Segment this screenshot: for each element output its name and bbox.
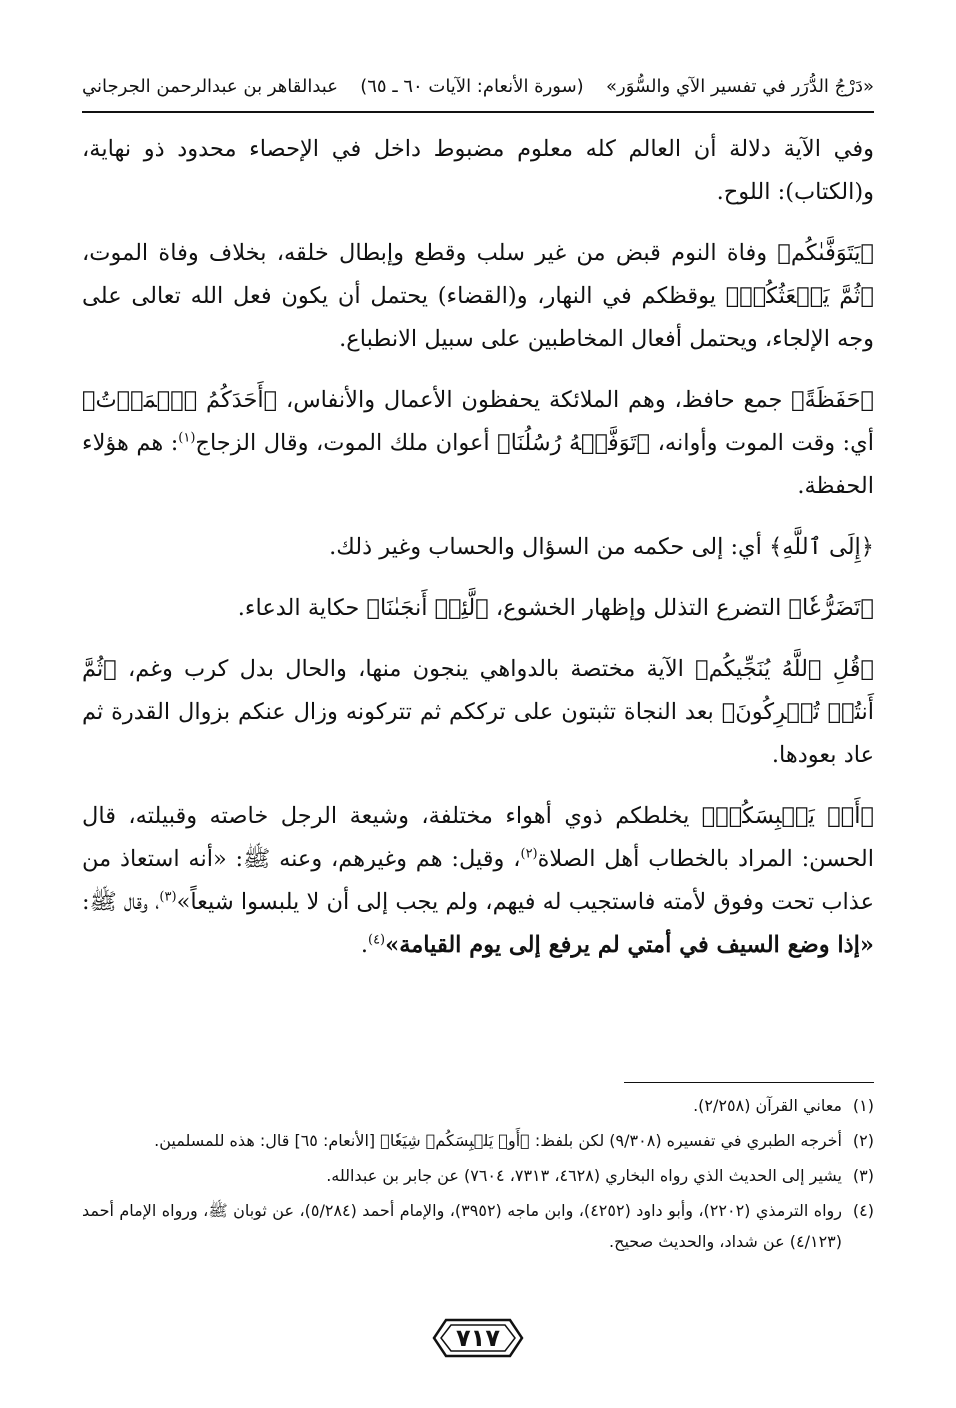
paragraph-1 (82, 128, 874, 214)
header-chapter: (سورة الأنعام: الآيات ٦٠ ـ ٦٥) (360, 75, 584, 97)
paragraph-text: الآية مختصة بالدواهي ينجون منها، والحال بدل كرب وغم، (116, 656, 696, 682)
paragraph-text: بعد النجاة تثبتون على ترككم ثم تتركونه وزال عنكم بزوال القدرة ثم عاد بعودها. (82, 699, 874, 768)
paragraph-3 (82, 379, 874, 508)
paragraph-text: أي: وقت الموت وأوانه، (650, 430, 874, 456)
paragraph-text: ، وقال ﷺ: (82, 889, 160, 915)
footnote-2 (82, 1125, 874, 1156)
quran-quote: ﴿ثُمَّ أَنتُمۡ تُشۡرِكُونَ﴾ (82, 656, 874, 725)
header-author: عبدالقاهر بن عبدالرحمن الجرجاني (82, 75, 338, 97)
quran-quote: ﴿يَتَوَفَّىٰكُم﴾ (777, 240, 874, 266)
footnote-number: (٣) (852, 1166, 874, 1185)
paragraph-6 (82, 648, 874, 777)
quran-quote: ﴿تَضَرُّعٗا﴾ (788, 595, 874, 621)
footnote-number: (١) (852, 1096, 874, 1115)
paragraph-text: . (360, 932, 368, 958)
footnote-number: (٢) (852, 1131, 874, 1150)
paragraph-text: يخلطكم ذوي أهواء مختلفة، وشيعة الرجل خاصته وقبيلته، قال الحسن: المراد بالخطاب أهل الصلاة (82, 803, 874, 872)
page-number-ornament (432, 1316, 524, 1360)
footnote-ref-3[interactable]: (٣) (159, 889, 177, 905)
paragraph-2 (82, 232, 874, 361)
footnote-text: رواه الترمذي (٢٢٠٢)، وأبو داود (٤٢٥٢)، وابن ماجه (٣٩٥٢)، والإمام أحمد (٥/٢٨٤)، عن ثوبان ﷺ، ورواه الإمام أحمد (٤/١٢٣) عن شداد، والحديث صحيح. (82, 1201, 843, 1251)
paragraph-5 (82, 587, 874, 630)
main-text (82, 128, 874, 985)
quran-quote: ﴿أَوۡ يَلۡبِسَكُمۡ﴾ (701, 803, 874, 829)
quran-quote: ﴿لَّئِنۡ أَنجَىٰنَا﴾ (366, 595, 489, 621)
paragraph-text: وفاة النوم قبض من غير سلب وقطع وإبطال خلقه، بخلاف وفاة الموت، (82, 240, 778, 266)
footnote-text: يشير إلى الحديث الذي رواه البخاري (٤٦٢٨، ٧٣١٣، ٧٦٠٤) عن جابر بن عبدالله. (326, 1166, 842, 1185)
running-header (82, 66, 874, 106)
paragraph-1-text: وفي الآية دلالة أن العالم كله معلوم مضبوط داخل في الإحصاء محدود ذو نهاية، و(الكتاب): اللوح. (82, 136, 874, 205)
footnote-ref-1[interactable]: (١) (178, 430, 196, 446)
footnote-1 (82, 1090, 874, 1121)
paragraph-4 (82, 526, 874, 569)
quran-quote: ﴿إِلَى ٱللَّهِ﴾ (769, 534, 874, 560)
header-book-title: «دَرْجُ الدُّرَر في تفسير الآي والسُّوَر» (605, 75, 874, 97)
page-number: ٧١٧ (456, 1324, 500, 1352)
header-divider (82, 111, 874, 113)
quran-quote: ﴿أَحَدَكُمُ ٱلۡمَوۡتُ﴾ (82, 387, 278, 413)
footnote-ref-4[interactable]: (٤) (367, 932, 386, 948)
footnote-number: (٤) (852, 1201, 874, 1220)
footnote-text: أخرجه الطبري في تفسيره (٩/٣٠٨) لكن بلفظ: ﴿أَوۡ يَلۡبِسَكُمۡ شِيَعٗا﴾ [الأنعام: ٦٥] قال: هذه للمسلمين. (154, 1131, 842, 1150)
quran-quote: ﴿تَوَفَّتۡهُ رُسُلُنَا﴾ (497, 430, 651, 456)
footnote-ref-2[interactable]: (٢) (520, 846, 538, 862)
paragraph-text: : هم هؤلاء الحفظة. (82, 430, 874, 499)
paragraph-text: ، وقيل: هم وغيرهم، وعنه ﷺ: «أنه استعاذ من عذاب تحت وفوق لأمته فاستجيب له فيهم، ولم يجب إلى أن لا يلبسوا شيعاً» (82, 846, 874, 915)
paragraph-text: حكاية الدعاء. (237, 595, 367, 621)
quran-quote: ﴿حَفَظَةً﴾ (791, 387, 874, 413)
footnote-4 (82, 1195, 874, 1257)
footnote-divider (624, 1082, 874, 1083)
paragraph-text: التضرع التذلل وإظهار الخشوع، (488, 595, 789, 621)
quran-quote: ﴿ثُمَّ يَبۡعَثُكُمۡ﴾ (725, 283, 875, 309)
paragraph-text: أعوان ملك الموت، وقال الزجاج (195, 430, 498, 456)
hadith-quote: «إذا وضع السيف في أمتي لم يرفع إلى يوم القيامة» (385, 932, 874, 958)
paragraph-text: جمع حافظ، وهم الملائكة يحفظون الأعمال والأنفاس، (277, 387, 792, 413)
footnotes (82, 1090, 874, 1261)
paragraph-text: أي: إلى حكمه من السؤال والحساب وغير ذلك. (329, 534, 770, 560)
paragraph-text: يوقظكم في النهار، و(القضاء) يحتمل أن يكون فعل الله تعالى على وجه الإلجاء، ويحتمل أفعال المخاطبين على سبيل الانطباع. (82, 283, 874, 352)
footnote-3 (82, 1160, 874, 1191)
footnote-text: معاني القرآن (٢/٢٥٨). (693, 1096, 842, 1115)
quran-quote: ﴿قُلِ ٱللَّهُ يُنَجِّيكُم﴾ (695, 656, 874, 682)
paragraph-7 (82, 795, 874, 967)
